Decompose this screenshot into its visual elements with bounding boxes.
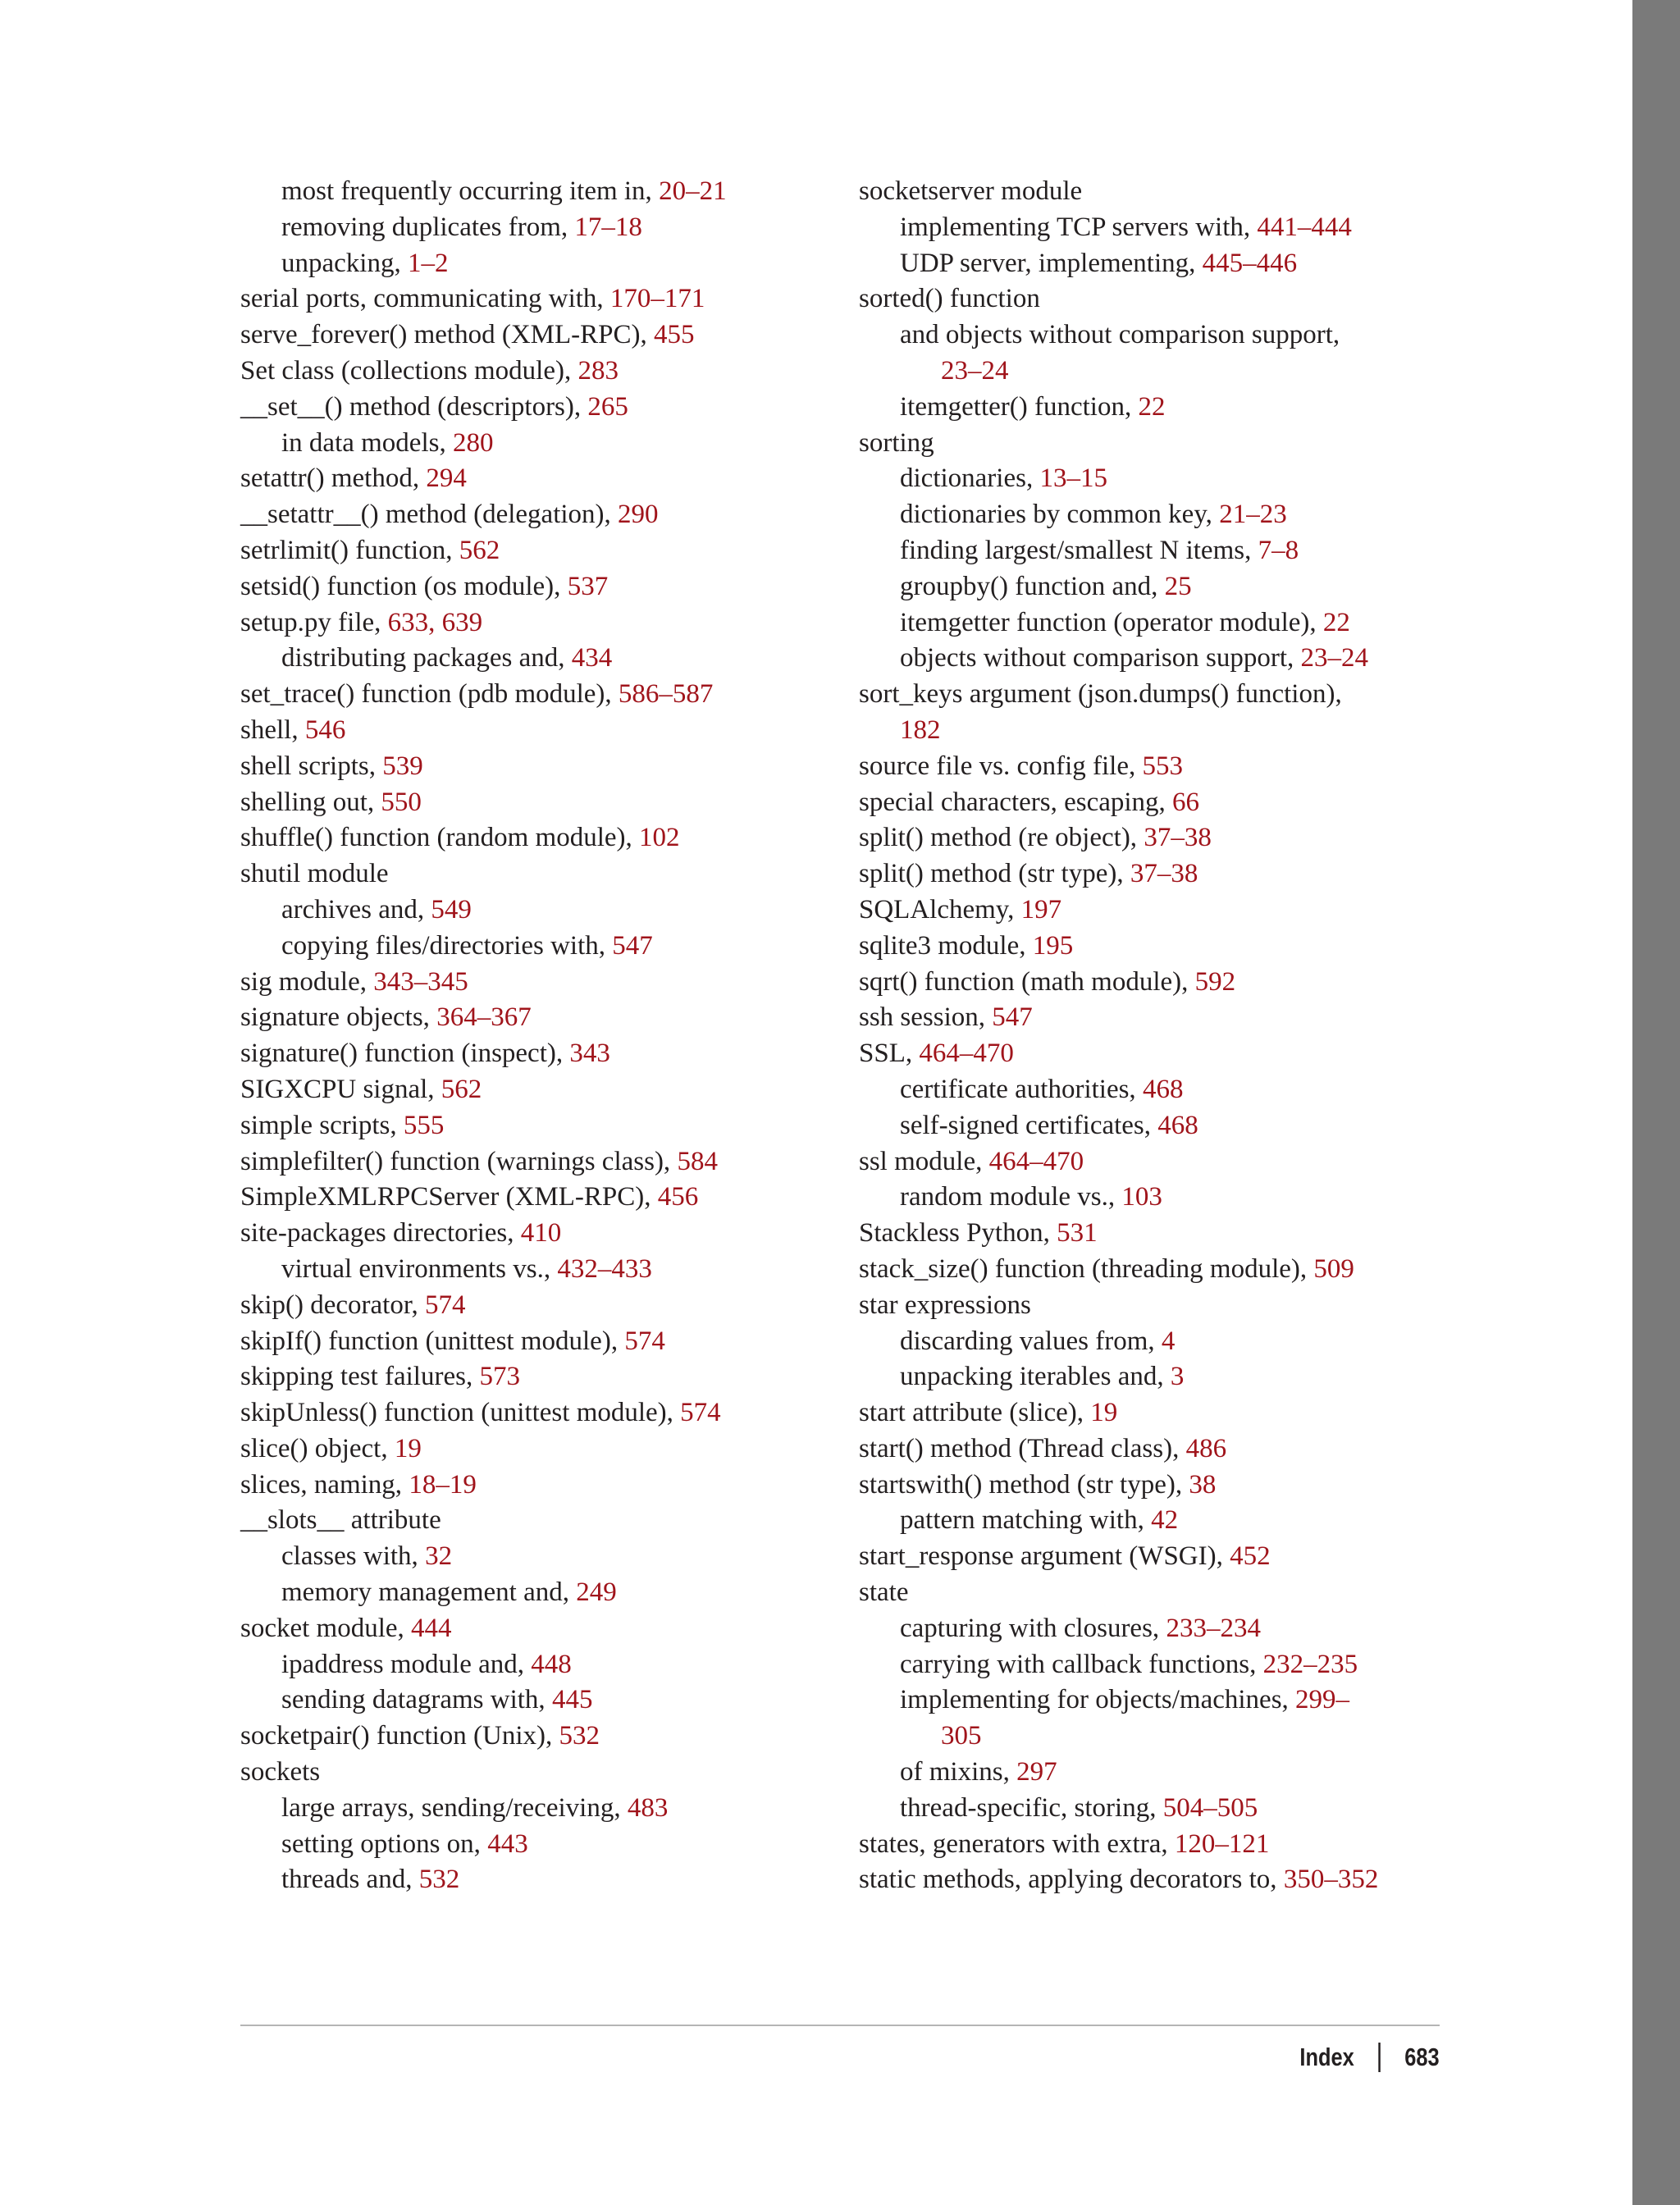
index-entry	[859, 1503, 1449, 1539]
page-reference-link[interactable]: 103	[1121, 1182, 1162, 1212]
index-term: itemgetter function (operator module),	[900, 607, 1323, 637]
index-entry	[240, 605, 831, 641]
index-entry	[859, 1755, 1449, 1791]
index-term: __setattr__() method (delegation),	[240, 500, 619, 530]
page-reference-link[interactable]: 182	[900, 714, 941, 745]
page-reference-link[interactable]: 445–446	[1202, 248, 1298, 278]
index-term: archives and,	[281, 894, 431, 924]
page-reference-link[interactable]: 37–38	[1144, 823, 1212, 853]
page-reference-link[interactable]: 633, 639	[387, 607, 483, 637]
page-reference-link[interactable]: 37–38	[1130, 859, 1198, 889]
page-reference-link[interactable]: 17–18	[574, 212, 642, 242]
page-reference-link[interactable]: 294	[426, 463, 467, 494]
index-entry	[240, 1575, 831, 1611]
index-term: setrlimit() function,	[240, 535, 459, 565]
page-reference-link[interactable]: 290	[618, 500, 659, 530]
index-term: most frequently occurring item in,	[281, 176, 660, 206]
page-reference-link[interactable]: 434	[571, 643, 613, 673]
index-entry	[859, 317, 1449, 354]
index-entry	[859, 820, 1449, 856]
index-entry	[859, 1288, 1449, 1324]
page-reference-link[interactable]: 343	[569, 1039, 610, 1069]
index-entry	[859, 1431, 1449, 1468]
page-reference-link[interactable]: 364–367	[436, 1002, 532, 1033]
index-entry	[240, 426, 831, 462]
index-term: classes with,	[281, 1541, 426, 1572]
page-reference-link[interactable]: 486	[1185, 1433, 1227, 1463]
index-entry	[240, 461, 831, 497]
index-term: split() method (str type),	[859, 859, 1130, 889]
index-entry	[859, 1072, 1449, 1108]
index-term: SIGXCPU signal,	[240, 1074, 441, 1104]
index-entry	[240, 1000, 831, 1036]
index-entry	[859, 354, 1449, 390]
index-term: socket module,	[240, 1613, 412, 1643]
index-entry	[240, 1611, 831, 1647]
index-entry	[240, 1180, 831, 1216]
index-term: finding largest/smallest N items,	[900, 535, 1258, 565]
index-entry	[240, 246, 831, 282]
index-term: implementing for objects/machines,	[900, 1685, 1296, 1715]
page-reference-link[interactable]: 562	[459, 535, 500, 565]
index-entry	[859, 892, 1449, 929]
page-reference-link[interactable]: 547	[992, 1002, 1033, 1033]
index-entry	[240, 641, 831, 677]
index-term: sockets	[240, 1757, 321, 1787]
page-reference-link[interactable]: 448	[531, 1649, 572, 1679]
index-term: slices, naming,	[240, 1469, 409, 1500]
index-entry	[859, 1000, 1449, 1036]
page-reference-link[interactable]: 283	[578, 355, 619, 386]
page-reference-link[interactable]: 555	[403, 1110, 445, 1140]
page-reference-link[interactable]: 265	[587, 391, 628, 422]
page-reference-link[interactable]: 22	[1322, 607, 1350, 637]
index-entry	[859, 1036, 1449, 1072]
index-term: Set class (collections module),	[240, 355, 578, 386]
index-term: shell scripts,	[240, 751, 383, 781]
index-term: Stackless Python,	[859, 1218, 1057, 1249]
index-entry	[859, 1144, 1449, 1180]
index-term: of mixins,	[900, 1757, 1017, 1787]
index-entry	[859, 929, 1449, 965]
page-reference-link[interactable]: 38	[1189, 1469, 1217, 1500]
index-term: sorted() function	[859, 284, 1040, 314]
index-term: groupby() function and,	[900, 571, 1165, 601]
page-footer	[1300, 2043, 1440, 2072]
page-reference-link[interactable]: 441–444	[1257, 212, 1352, 242]
index-entry	[240, 1503, 831, 1539]
index-entry	[240, 1468, 831, 1504]
index-term: signature() function (inspect),	[240, 1039, 570, 1069]
index-entry	[240, 1036, 831, 1072]
index-entry	[859, 1575, 1449, 1611]
index-term: ipaddress module and,	[281, 1649, 532, 1679]
page-reference-link[interactable]: 197	[1020, 894, 1062, 924]
index-entry	[240, 677, 831, 713]
index-term: pattern matching with,	[900, 1505, 1152, 1536]
index-entry	[240, 1647, 831, 1683]
page-reference-link[interactable]: 537	[567, 571, 609, 601]
index-entry	[240, 354, 831, 390]
page-reference-link[interactable]: 464–470	[919, 1039, 1014, 1069]
index-term: slice() object,	[240, 1433, 395, 1463]
index-term: discarding values from,	[900, 1326, 1162, 1356]
index-term: sorting	[859, 427, 934, 458]
page-reference-link[interactable]: 444	[411, 1613, 452, 1643]
page-reference-link[interactable]: 455	[654, 320, 695, 350]
index-term: signature objects,	[240, 1002, 437, 1033]
index-entry	[859, 497, 1449, 533]
index-entry	[859, 605, 1449, 641]
index-term: virtual environments vs.,	[281, 1253, 558, 1284]
index-entry	[859, 856, 1449, 892]
index-term: dictionaries by common key,	[900, 500, 1220, 530]
page-reference-link[interactable]: 3	[1170, 1362, 1185, 1392]
index-term: startswith() method (str type),	[859, 1469, 1189, 1500]
page-reference-link[interactable]: 280	[452, 427, 494, 458]
page-reference-link[interactable]: 553	[1142, 751, 1183, 781]
page-reference-link[interactable]: 170–171	[609, 284, 705, 314]
index-entry	[240, 317, 831, 354]
page-reference-link[interactable]: 4	[1161, 1326, 1176, 1356]
index-term: carrying with callback functions,	[900, 1649, 1263, 1679]
page-reference-link[interactable]: 531	[1057, 1218, 1098, 1249]
page-reference-link[interactable]: 445	[551, 1685, 593, 1715]
page-reference-link[interactable]: 249	[576, 1577, 617, 1608]
page-reference-link[interactable]: 42	[1151, 1505, 1179, 1536]
index-term: socketpair() function (Unix),	[240, 1721, 559, 1751]
page-reference-link[interactable]: 574	[425, 1290, 466, 1320]
index-term: SSL,	[859, 1039, 920, 1069]
page-reference-link[interactable]: 546	[304, 714, 346, 745]
index-entry	[859, 246, 1449, 282]
page-reference-link[interactable]: 468	[1157, 1110, 1198, 1140]
index-entry	[859, 641, 1449, 677]
index-entry	[240, 856, 831, 892]
page-reference-link[interactable]: 574	[680, 1398, 721, 1428]
index-entry	[240, 1755, 831, 1791]
page-reference-link[interactable]: 574	[624, 1326, 665, 1356]
index-term: large arrays, sending/receiving,	[281, 1792, 628, 1823]
index-term: itemgetter() function,	[900, 391, 1139, 422]
index-entry	[240, 1862, 831, 1898]
index-entry	[859, 426, 1449, 462]
index-entry	[859, 1862, 1449, 1898]
page-reference-link[interactable]: 562	[441, 1074, 482, 1104]
index-entry	[240, 1252, 831, 1288]
page-reference-link[interactable]: 573	[479, 1362, 520, 1392]
index-term: implementing TCP servers with,	[900, 212, 1258, 242]
index-term: simple scripts,	[240, 1110, 404, 1140]
index-term: start() method (Thread class),	[859, 1433, 1186, 1463]
index-entry	[859, 1359, 1449, 1395]
index-term: shelling out,	[240, 787, 381, 817]
index-column-right	[859, 174, 1449, 1898]
index-term: SimpleXMLRPCServer (XML-RPC),	[240, 1182, 658, 1212]
index-term: skipUnless() function (unittest module),	[240, 1398, 681, 1428]
index-entry	[859, 1719, 1449, 1755]
index-term: SQLAlchemy,	[859, 894, 1021, 924]
page-reference-link[interactable]: 233–234	[1166, 1613, 1261, 1643]
index-term: objects without comparison support,	[900, 643, 1301, 673]
index-entry	[240, 1144, 831, 1180]
index-entry	[240, 1324, 831, 1360]
index-term: sending datagrams with,	[281, 1685, 552, 1715]
index-entry	[859, 677, 1449, 713]
page-reference-link[interactable]: 432–433	[557, 1253, 652, 1284]
page-reference-link[interactable]: 7–8	[1258, 535, 1299, 565]
index-term: threads and,	[281, 1865, 419, 1895]
index-entry	[859, 713, 1449, 749]
page-reference-link[interactable]: 299–	[1295, 1685, 1350, 1715]
page-reference-link[interactable]: 1–2	[407, 248, 449, 278]
index-term: certificate authorities,	[900, 1074, 1143, 1104]
page-reference-link[interactable]: 586–587	[618, 679, 714, 710]
index-term: sort_keys argument (json.dumps() function),	[859, 679, 1342, 710]
index-column-left	[240, 174, 831, 1898]
page-reference-link[interactable]: 195	[1032, 930, 1074, 961]
index-entry	[240, 569, 831, 605]
index-term: thread-specific, storing,	[900, 1792, 1163, 1823]
index-entry	[859, 1827, 1449, 1863]
index-entry	[240, 390, 831, 426]
index-entry	[240, 1108, 831, 1144]
index-entry	[859, 174, 1449, 210]
footer-section-label: Index	[1299, 2043, 1355, 2071]
index-entry	[240, 929, 831, 965]
index-entry	[859, 210, 1449, 246]
index-term: split() method (re object),	[859, 823, 1144, 853]
page-reference-link[interactable]: 452	[1230, 1541, 1271, 1572]
index-term: sqrt() function (math module),	[859, 966, 1195, 997]
page-reference-link[interactable]: 468	[1142, 1074, 1184, 1104]
index-entry	[859, 1252, 1449, 1288]
index-entry	[240, 1539, 831, 1575]
index-entry	[859, 1647, 1449, 1683]
index-term: UDP server, implementing,	[900, 248, 1203, 278]
index-entry	[859, 1180, 1449, 1216]
page-reference-link[interactable]: 549	[431, 894, 472, 924]
page-reference-link[interactable]: 550	[381, 787, 422, 817]
index-entry	[240, 1072, 831, 1108]
index-term: state	[859, 1577, 909, 1608]
index-entry	[859, 1682, 1449, 1719]
index-term: star expressions	[859, 1290, 1031, 1320]
index-term: static methods, applying decorators to,	[859, 1865, 1284, 1895]
page-reference-link[interactable]: 25	[1164, 571, 1192, 601]
index-term: stack_size() function (threading module),	[859, 1253, 1314, 1284]
page-reference-link[interactable]: 584	[677, 1146, 718, 1176]
index-entry	[240, 1431, 831, 1468]
index-entry	[240, 713, 831, 749]
page-reference-link[interactable]: 19	[1090, 1398, 1118, 1428]
page-reference-link[interactable]: 18–19	[409, 1469, 477, 1500]
index-entry	[240, 1288, 831, 1324]
index-term: special characters, escaping,	[859, 787, 1173, 817]
index-entry	[240, 174, 831, 210]
page-reference-link[interactable]: 22	[1138, 391, 1166, 422]
index-term: socketserver module	[859, 176, 1083, 206]
page-reference-link[interactable]: 297	[1016, 1757, 1057, 1787]
page-reference-link[interactable]: 483	[627, 1792, 669, 1823]
index-term: sqlite3 module,	[859, 930, 1033, 961]
index-term: setattr() method,	[240, 463, 427, 494]
page-edge-bar	[1632, 0, 1680, 2205]
page-reference-link[interactable]: 592	[1194, 966, 1236, 997]
page-reference-link[interactable]: 547	[612, 930, 653, 961]
index-term: shutil module	[240, 859, 389, 889]
index-term: skip() decorator,	[240, 1290, 426, 1320]
index-term: memory management and,	[281, 1577, 577, 1608]
page-reference-link[interactable]: 532	[418, 1865, 460, 1895]
index-entry	[240, 749, 831, 785]
index-entry	[240, 965, 831, 1001]
index-entry	[240, 1719, 831, 1755]
footer-separator	[1379, 2043, 1381, 2072]
page-reference-link[interactable]: 464–470	[988, 1146, 1084, 1176]
index-term: __set__() method (descriptors),	[240, 391, 588, 422]
page-reference-link[interactable]: 232–235	[1262, 1649, 1358, 1679]
index-entry	[240, 281, 831, 317]
footer-rule	[240, 2025, 1440, 2026]
page-reference-link[interactable]: 509	[1313, 1253, 1354, 1284]
index-entry	[859, 965, 1449, 1001]
index-term: __slots__ attribute	[240, 1505, 441, 1536]
index-entry	[859, 1216, 1449, 1252]
index-entry	[859, 533, 1449, 569]
page-reference-link[interactable]: 20–21	[659, 176, 727, 206]
index-term: distributing packages and,	[281, 643, 572, 673]
index-entry	[240, 1682, 831, 1719]
index-term: dictionaries,	[900, 463, 1040, 494]
index-term: setup.py file,	[240, 607, 388, 637]
footer-page-number: 683	[1404, 2043, 1440, 2071]
index-term: set_trace() function (pdb module),	[240, 679, 619, 710]
index-term: setting options on,	[281, 1828, 488, 1859]
index-term: removing duplicates from,	[281, 212, 575, 242]
page-reference-link[interactable]: 102	[639, 823, 680, 853]
index-term: ssl module,	[859, 1146, 989, 1176]
index-term: random module vs.,	[900, 1182, 1122, 1212]
index-term: states, generators with extra,	[859, 1828, 1175, 1859]
index-term: sig module,	[240, 966, 374, 997]
index-entry	[859, 1791, 1449, 1827]
page-reference-link[interactable]: 532	[559, 1721, 600, 1751]
index-term: serial ports, communicating with,	[240, 284, 610, 314]
index-entry	[859, 785, 1449, 821]
index-entry	[859, 461, 1449, 497]
index-entry	[240, 497, 831, 533]
index-entry	[859, 1395, 1449, 1431]
index-entry	[240, 820, 831, 856]
index-term: start attribute (slice),	[859, 1398, 1091, 1428]
index-entry	[240, 1827, 831, 1863]
index-term: shuffle() function (random module),	[240, 823, 640, 853]
page-reference-link[interactable]: 350–352	[1283, 1865, 1379, 1895]
page-reference-link[interactable]: 305	[941, 1721, 982, 1751]
index-entry	[240, 1359, 831, 1395]
index-term: capturing with closures,	[900, 1613, 1166, 1643]
index-entry	[859, 390, 1449, 426]
index-term: skipping test failures,	[240, 1362, 480, 1392]
page-reference-link[interactable]: 23–24	[941, 355, 1009, 386]
index-term: self-signed certificates,	[900, 1110, 1158, 1140]
page-reference-link[interactable]: 343–345	[373, 966, 468, 997]
index-term: in data models,	[281, 427, 453, 458]
index-entry	[859, 569, 1449, 605]
page-reference-link[interactable]: 120–121	[1174, 1828, 1270, 1859]
index-entry	[859, 1468, 1449, 1504]
index-term: copying files/directories with,	[281, 930, 613, 961]
index-entry	[240, 1216, 831, 1252]
index-term: and objects without comparison support,	[900, 320, 1340, 350]
index-term: start_response argument (WSGI),	[859, 1541, 1230, 1572]
index-term: ssh session,	[859, 1002, 993, 1033]
page-reference-link[interactable]: 456	[657, 1182, 699, 1212]
index-term: serve_forever() method (XML-RPC),	[240, 320, 655, 350]
page-reference-link[interactable]: 539	[382, 751, 423, 781]
page-reference-link[interactable]: 21–23	[1219, 500, 1287, 530]
index-term: source file vs. config file,	[859, 751, 1143, 781]
index-entry	[859, 1108, 1449, 1144]
index-term: unpacking,	[281, 248, 408, 278]
index-term: setsid() function (os module),	[240, 571, 568, 601]
index-term: simplefilter() function (warnings class),	[240, 1146, 678, 1176]
index-term: site-packages directories,	[240, 1218, 521, 1249]
index-entry	[240, 892, 831, 929]
index-entry	[859, 1611, 1449, 1647]
index-entry	[859, 1539, 1449, 1575]
index-entry	[859, 281, 1449, 317]
index-entry	[240, 210, 831, 246]
page-reference-link[interactable]: 504–505	[1162, 1792, 1258, 1823]
index-term: shell,	[240, 714, 305, 745]
page-reference-link[interactable]: 32	[425, 1541, 453, 1572]
index-entry	[240, 1791, 831, 1827]
index-entry	[859, 1324, 1449, 1360]
page-reference-link[interactable]: 13–15	[1039, 463, 1107, 494]
index-entry	[240, 1395, 831, 1431]
index-entry	[859, 749, 1449, 785]
page-reference-link[interactable]: 66	[1172, 787, 1200, 817]
page-reference-link[interactable]: 443	[487, 1828, 528, 1859]
index-term: unpacking iterables and,	[900, 1362, 1171, 1392]
page-reference-link[interactable]: 23–24	[1300, 643, 1369, 673]
index-term: skipIf() function (unittest module),	[240, 1326, 625, 1356]
index-entry	[240, 533, 831, 569]
page-reference-link[interactable]: 19	[394, 1433, 422, 1463]
index-entry	[240, 785, 831, 821]
page-reference-link[interactable]: 410	[520, 1218, 562, 1249]
